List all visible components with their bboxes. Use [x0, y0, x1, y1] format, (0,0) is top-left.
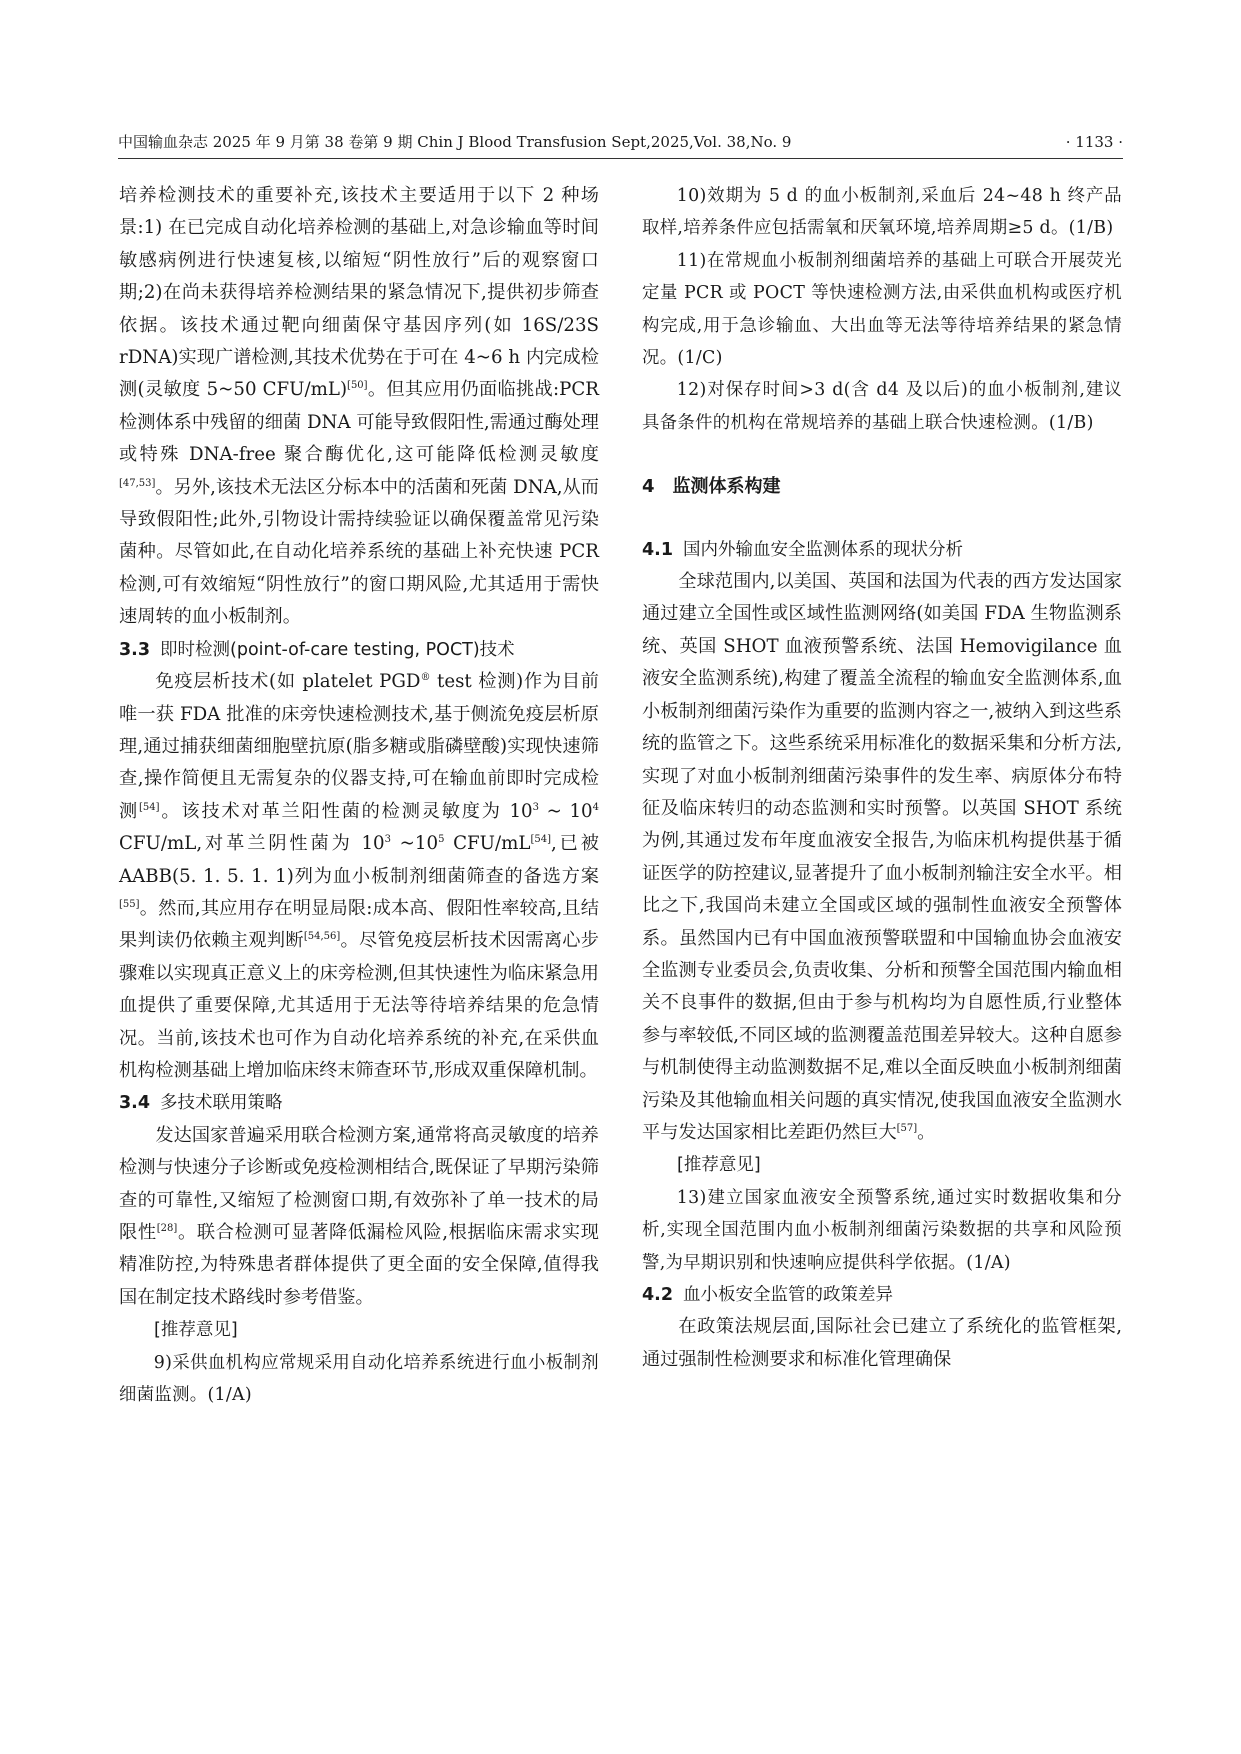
citation-ref: [50] — [347, 380, 368, 392]
paragraph-monitoring: 全球范围内,以美国、英国和法国为代表的西方发达国家通过建立全国性或区域性监测网络(如美国 FDA 生物监测系统、英国 SHOT 血液预警系统、法国 Hemovigilance 血液安全监测系统),构建了覆盖全流程的输血安全监测体系,血小板制剂细菌污染作为重要的监测内容之一,被纳入到这些系统的监管之下。这些系统采用标准化的数据采集和分析方法,实现了对血小板制剂细菌污染事件的发生率、病原体分布特征及临床转归的动态监测和实时预警。以英国 SHOT 系统为例,其通过发布年度血液安全报告,为临床机构提供基于循证医学的防控建议,显著提升了血小板制剂输注安全水平。相比之下,我国尚未建立全国或区域的强制性血液安全预警体系。虽然国内已有中国血液预警联盟和中国输血协会血液安全监测专业委员会,负责收集、分析和预警全国范围内输血相关不良事件的数据,但由于参与机构均为自愿性质,行业整体参与率较低,不同区域的监测覆盖范围差异较大。这种自愿参与机制使得主动监测数据不足,难以全面反映血小板制剂细菌污染及其他输血相关问题的真实情况,使我国血液安全监测水平与发达国家相比差距仍然巨大[57]。 — [642, 571, 1122, 1143]
recommendation-13: 13)建立国家血液安全预警系统,通过实时数据收集和分析,实现全国范围内血小板制剂细菌污染数据的共享和风险预警,为早期识别和快速响应提供科学依据。(1/A) — [642, 1187, 1122, 1273]
citation-ref: [54,56] — [303, 931, 341, 943]
paragraph-policy: 在政策法规层面,国际社会已建立了系统化的监管框架,通过强制性检测要求和标准化管理确保 — [642, 1316, 1122, 1370]
citation-ref: [54] — [530, 834, 551, 846]
recommendation-9: 9)采供血机构应常规采用自动化培养系统进行血小板制剂细菌监测。(1/A) — [119, 1352, 599, 1406]
recommendation-12: 12)对保存时间>3 d(含 d4 及以后)的血小板制剂,建议具备条件的机构在常规培养的基础上联合快速检测。(1/B) — [642, 380, 1122, 433]
journal-citation: 中国输血杂志 2025 年 9 月第 38 卷第 9 期 Chin J Blood Transfusion Sept,2025,Vol. 38,No. 9 — [118, 133, 792, 151]
paragraph-multi-tech: 发达国家普遍采用联合检测方案,通常将高灵敏度的培养检测与快速分子诊断或免疫检测相结合,既保证了早期污染筛查的可靠性,又缩短了检测窗口期,有效弥补了单一技术的局限性[28]。联合检测可显著降低漏检风险,根据临床需求实现精准防控,为特殊患者群体提供了更全面的安全保障,值得我国在制定技术路线时参考借鉴。 — [119, 1124, 599, 1308]
paragraph-poct: 免疫层析技术(如 platelet PGD® test 检测)作为目前唯一获 FDA 批准的床旁快速检测技术,基于侧流免疫层析原理,通过捕获细菌细胞壁抗原(脂多糖或脂磷壁酸)实现快速筛查,操作简便且无需复杂的仪器支持,可在输血前即时完成检测[54]。该技术对革兰阳性菌的检测灵敏度为 $10^3$ ~ $10^4$ CFU/mL,对革兰阴性菌为 $10^3$ $\sim 10^5$ CFU/mL[54],已被 AABB(5. 1. 5. 1. 1)列为血小板制剂细菌筛查的备选方案[55]。然而,其应用存在明显局限:成本高、假阳性率较高,且结果判读仍依赖主观判断[54,56]。尽管免疫层析技术因需离心步骤难以实现真正意义上的床旁检测,但其快速性为临床紧急用血提供了重要保障,尤其适用于无法等待培养结果的危急情况。当前,该技术也可作为自动化培养系统的补充,在采供血机构检测基础上增加临床终末筛查环节,形成双重保障机制。 — [119, 671, 599, 1081]
recommendation-heading: [推荐意见] — [677, 1155, 761, 1176]
recommendation-10: 10)效期为 5 d 的血小板制剂,采血后 24~48 h 终产品取样,培养条件应包括需氧和厌氧环境,培养周期≥5 d。(1/B) — [642, 186, 1122, 239]
citation-ref: [47,53] — [119, 477, 156, 489]
section-heading-4: 4 监测体系构建 — [642, 476, 781, 498]
citation-ref: [28] — [156, 1223, 178, 1234]
recommendation-heading: [推荐意见] — [154, 1320, 238, 1341]
header-rule — [118, 158, 1123, 159]
recommendation-11: 11)在常规血小板制剂细菌培养的基础上可联合开展荧光定量 PCR 或 POCT 等快速检测方法,由采供血机构或医疗机构完成,用于急诊输血、大出血等无法等待培养结果的紧急情况。(1/C) — [642, 250, 1122, 369]
section-heading-4-2: 4.2 血小板安全监管的政策差异 — [642, 1285, 894, 1305]
citation-ref: [55] — [119, 898, 140, 910]
section-heading-3-4: 3.4 多技术联用策略 — [119, 1093, 283, 1114]
citation-ref: [54] — [139, 801, 160, 813]
left-column — [119, 180, 599, 1411]
page-number: · 1133 · — [1065, 133, 1123, 151]
running-head — [118, 131, 1123, 153]
citation-ref: [57] — [896, 1122, 918, 1134]
section-heading-4-1: 4.1 国内外输血安全监测体系的现状分析 — [642, 539, 964, 560]
right-column — [642, 180, 1122, 1376]
section-heading-3-3: 3.3 即时检测(point-of-care testing, POCT)技术 — [119, 639, 515, 660]
paragraph-pcr: 培养检测技术的重要补充,该技术主要适用于以下 2 种场景:1) 在已完成自动化培养检测的基础上,对急诊输血等时间敏感病例进行快速复核,以缩短“阴性放行”后的观察窗口期;2)在尚未获得培养检测结果的紧急情况下,提供初步筛查依据。该技术通过靶向细菌保守基因序列(如 16S/23S rDNA)实现广谱检测,其技术优势在于可在 4~6 h 内完成检测(灵敏度 5~50 CFU/mL)[50]。但其应用仍面临挑战:PCR 检测体系中残留的细菌 DNA 可能导致假阳性,需通过酶处理或特殊 DNA-free 聚合酶优化,这可能降低检测灵敏度[47,53]。另外,该技术无法区分标本中的活菌和死菌 DNA,从而导致假阳性;此外,引物设计需持续验证以确保覆盖常见污染菌种。尽管如此,在自动化培养系统的基础上补充快速 PCR 检测,可有效缩短“阴性放行”的窗口期风险,尤其适用于需快速周转的血小板制剂。 — [119, 185, 599, 628]
